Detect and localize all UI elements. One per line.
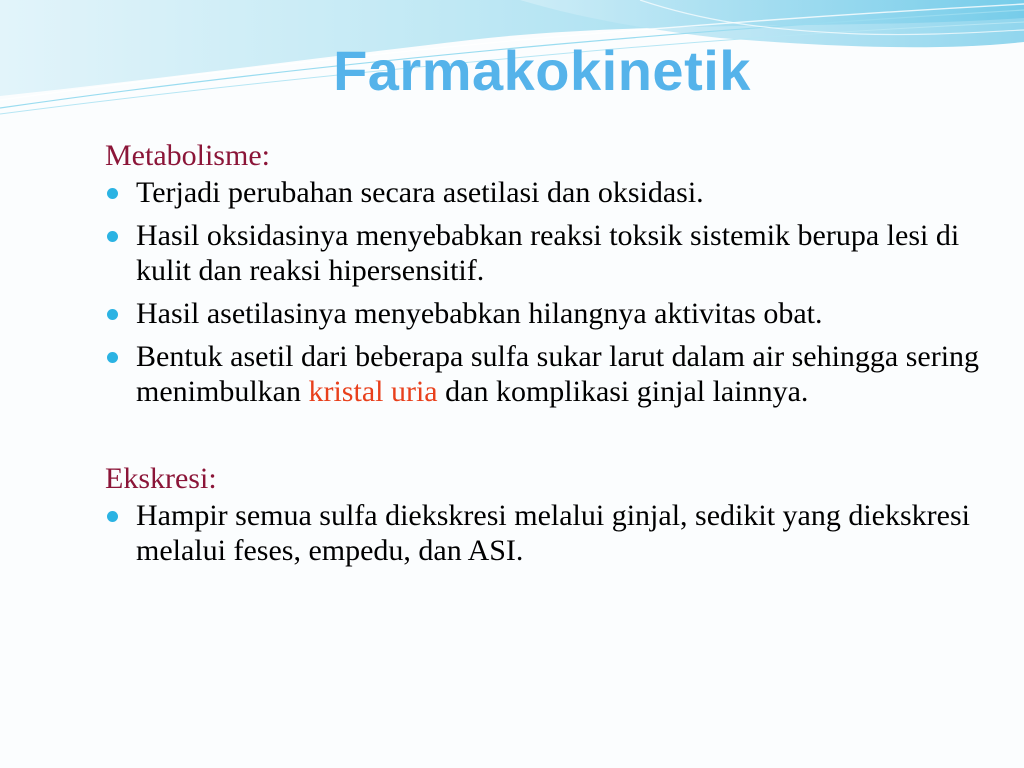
- bullet-dot-icon: [107, 352, 118, 363]
- bullet-dot-icon: [107, 309, 118, 320]
- bullet-dot-icon: [107, 188, 118, 199]
- slide-title: Farmakokinetik: [333, 39, 751, 102]
- bullet-item: [105, 339, 985, 409]
- bullet-text-before: Bentuk asetil dari beberapa sulfa sukar larut dalam air sehingga sering menimbulkan: [136, 340, 980, 408]
- bullet-text: Terjadi perubahan secara asetilasi dan oksidasi.: [136, 176, 704, 209]
- section-heading-metabolisme: Metabolisme:: [105, 139, 270, 172]
- bullet-text: Hasil oksidasinya menyebabkan reaksi toksik sistemik berupa lesi di kulit dan reaksi hipersensitif.: [136, 219, 960, 287]
- bullet-item: [105, 498, 985, 568]
- bullet-item: [105, 218, 985, 288]
- bullet-dot-icon: [107, 231, 118, 242]
- bullet-item: [105, 175, 985, 210]
- bullet-text: Hampir semua sulfa diekskresi melalui ginjal, sedikit yang diekskresi melalui feses, empedu, dan ASI.: [136, 499, 970, 567]
- slide-content: [105, 138, 985, 576]
- bullet-text: Hasil asetilasinya menyebabkan hilangnya aktivitas obat.: [136, 297, 823, 330]
- bullet-item: [105, 296, 985, 331]
- bullet-text-after: dan komplikasi ginjal lainnya.: [445, 375, 809, 408]
- highlight-term: kristal uria: [308, 375, 438, 408]
- section-heading-ekskresi: Ekskresi:: [105, 462, 217, 495]
- bullet-dot-icon: [107, 511, 118, 522]
